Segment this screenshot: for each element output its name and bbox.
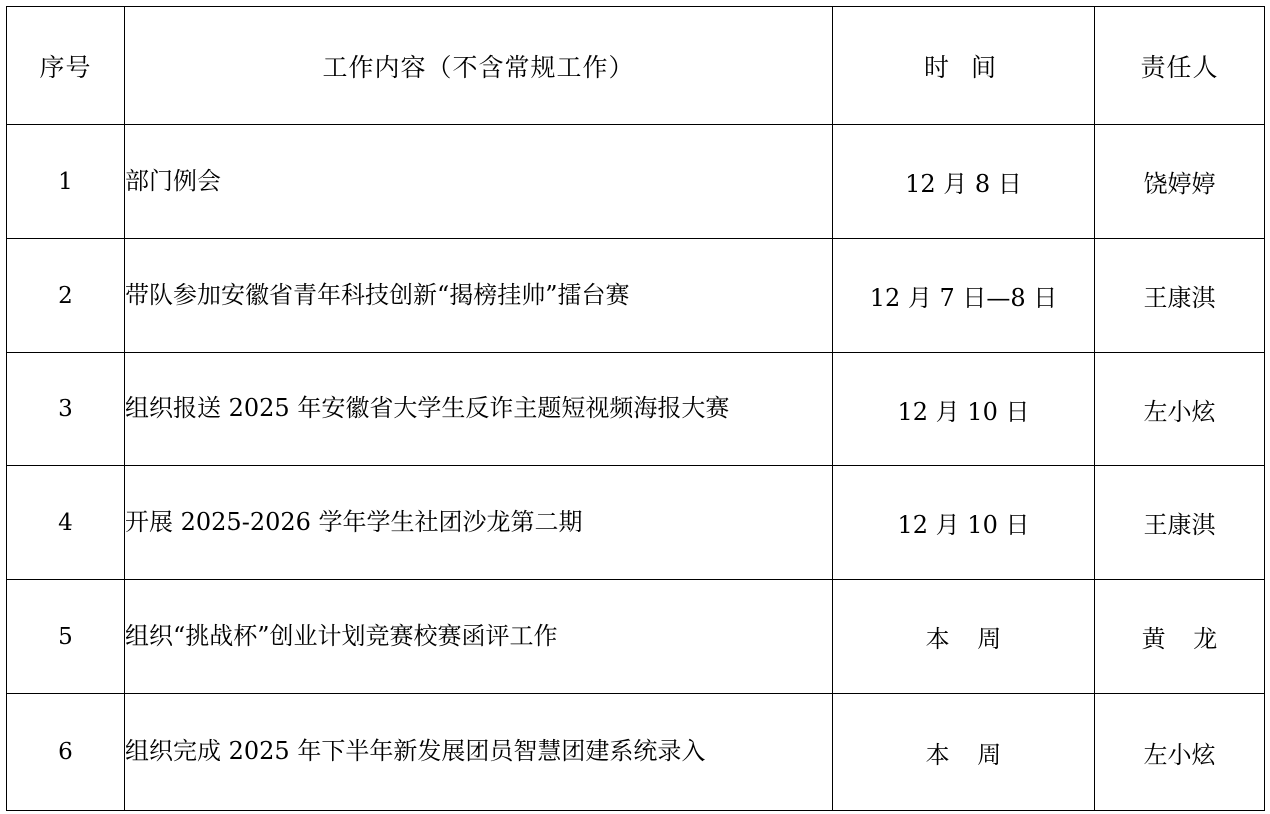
row-seq: 6: [7, 694, 125, 811]
table-row: [7, 694, 1265, 811]
table-row: [7, 125, 1265, 239]
row-seq: 5: [7, 580, 125, 694]
row-owner: 黄 龙: [1095, 580, 1265, 694]
row-owner: 左小炫: [1095, 694, 1265, 811]
row-seq: 1: [7, 125, 125, 239]
row-task: 组织报送 2025 年安徽省大学生反诈主题短视频海报大赛: [125, 353, 833, 466]
row-task: 部门例会: [125, 125, 833, 239]
row-time: 12 月 10 日: [833, 353, 1095, 466]
row-task: 带队参加安徽省青年科技创新“揭榜挂帅”擂台赛: [125, 239, 833, 353]
row-task: 组织“挑战杯”创业计划竞赛校赛函评工作: [125, 580, 833, 694]
row-task: 组织完成 2025 年下半年新发展团员智慧团建系统录入: [125, 694, 833, 811]
table-row: [7, 466, 1265, 580]
column-header-owner: 责任人: [1095, 7, 1265, 125]
row-time: 本 周: [833, 694, 1095, 811]
row-owner: 左小炫: [1095, 353, 1265, 466]
row-time: 12 月 10 日: [833, 466, 1095, 580]
column-header-task: 工作内容（不含常规工作）: [125, 7, 833, 125]
row-seq: 3: [7, 353, 125, 466]
row-time: 12 月 7 日—8 日: [833, 239, 1095, 353]
row-seq: 2: [7, 239, 125, 353]
row-owner: 王康淇: [1095, 466, 1265, 580]
column-header-seq: 序号: [7, 7, 125, 125]
column-header-time: 时 间: [833, 7, 1095, 125]
table-row: [7, 239, 1265, 353]
row-task: 开展 2025-2026 学年学生社团沙龙第二期: [125, 466, 833, 580]
row-owner: 王康淇: [1095, 239, 1265, 353]
work-schedule-table: [6, 6, 1265, 811]
row-time: 本 周: [833, 580, 1095, 694]
row-owner: 饶婷婷: [1095, 125, 1265, 239]
table-row: [7, 353, 1265, 466]
row-time: 12 月 8 日: [833, 125, 1095, 239]
row-seq: 4: [7, 466, 125, 580]
table-row: [7, 580, 1265, 694]
table-header-row: [7, 7, 1265, 125]
